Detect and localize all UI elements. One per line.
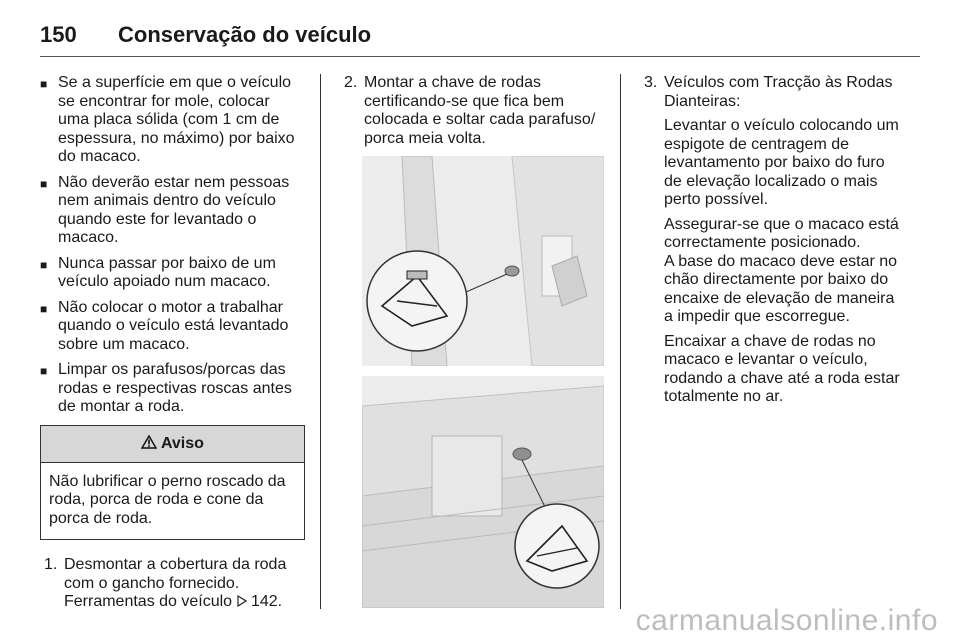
site-watermark: carmanualsonline.info xyxy=(635,604,938,637)
instruction-paragraph: Assegurar-se que o macaco está correctamente posicionado. xyxy=(664,215,899,251)
step-number: 1. xyxy=(44,556,58,573)
square-bullet-icon: ■ xyxy=(40,77,48,91)
step-number: 2. xyxy=(344,74,358,91)
step-3 xyxy=(640,74,905,111)
warning-header xyxy=(41,426,304,463)
step-1 xyxy=(40,556,305,612)
warning-triangle-icon xyxy=(141,435,161,452)
bullet-item: ■ Se a superfície em que o veículo se encontrar for mole, colocar uma placa sólida (com 1 cm de espessura, no máximo) por baixo do macaco. xyxy=(40,74,295,165)
column-divider xyxy=(620,74,621,609)
square-bullet-icon: ■ xyxy=(40,176,48,191)
step-text: Montar a chave de rodas certificando-se que fica bem colocada e soltar cada parafuso/ porca meia volta. xyxy=(364,74,596,147)
column-left xyxy=(40,74,305,618)
step-text: Desmontar a cobertura da roda com o gancho fornecido. Ferramentas do veículo xyxy=(64,556,287,610)
wheel-wrench-illustration xyxy=(362,156,604,366)
instruction-paragraph: Encaixar a chave de rodas no macaco e levantar o veículo, rodando a chave até a roda estar totalmente no ar. xyxy=(664,332,900,405)
header-divider xyxy=(40,56,920,57)
bullet-item: ■ Não colocar o motor a trabalhar quando o veículo está levantado sobre um macaco. xyxy=(40,298,289,353)
square-bullet-icon: ■ xyxy=(40,364,48,378)
page-header xyxy=(40,14,920,54)
warning-box xyxy=(40,425,305,541)
column-right xyxy=(640,74,905,413)
column-middle xyxy=(340,74,605,608)
warning-text: Não lubrificar o perno roscado da roda, porca de roda e cone da porca de roda. xyxy=(49,472,286,527)
bullet-item: ■ Nunca passar por baixo de um veículo apoiado num macaco. xyxy=(40,254,276,290)
step-number: 3. xyxy=(644,74,658,91)
page-ref-arrow-icon xyxy=(237,593,251,610)
instruction-paragraph: A base do macaco deve estar no chão directamente por baixo do encaixe de elevação de maneira a impedir que escorregue. xyxy=(664,252,898,325)
page-title: Conservação do veículo xyxy=(118,22,372,47)
page-number: 150 xyxy=(40,22,77,47)
page-ref-link[interactable]: 142. xyxy=(250,593,283,610)
warning-title: Aviso xyxy=(160,434,204,452)
step-text: Veículos com Tracção às Rodas Dianteiras: xyxy=(664,74,893,110)
bullet-item: ■ Limpar os parafusos/porcas das rodas e respectivas roscas antes de montar a roda. xyxy=(40,361,292,415)
square-bullet-icon: ■ xyxy=(40,301,48,316)
jack-position-illustration xyxy=(362,376,604,608)
instruction-paragraph: Levantar o veículo colocando um espigote de centragem de levantamento por baixo do furo de elevação localizado o mais perto possível. xyxy=(664,117,899,208)
column-divider xyxy=(320,74,321,609)
step-2 xyxy=(340,74,605,148)
square-bullet-icon: ■ xyxy=(40,257,48,272)
bullet-item: ■ Não deverão estar nem pessoas nem animais dentro do veículo quando este for levantado o macaco. xyxy=(40,173,290,246)
